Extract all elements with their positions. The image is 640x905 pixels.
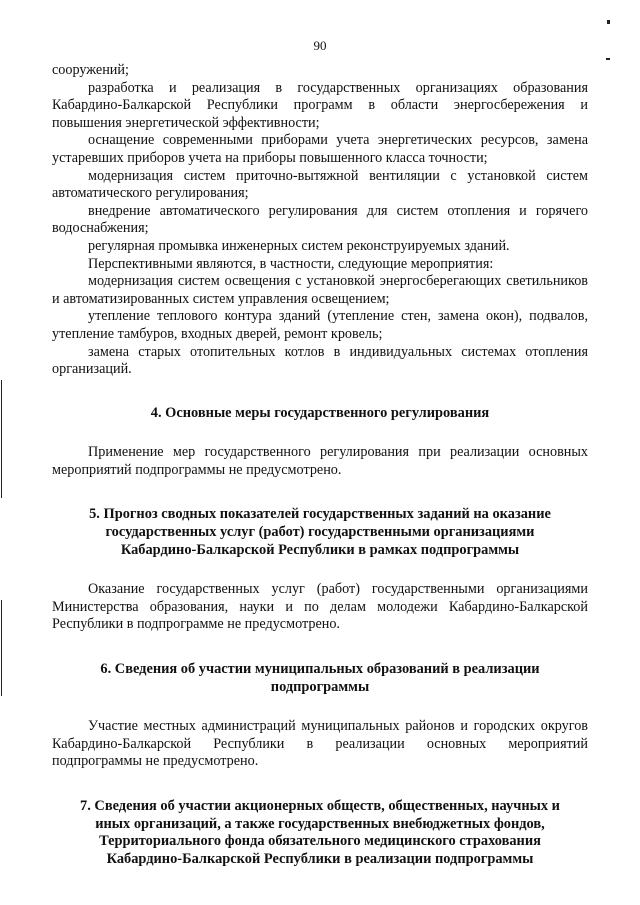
list-item: разработка и реализация в государственных организациях образования Кабардино-Балкарской Республики программ в области энергосбережения и повышения энергетической эффективности; — [52, 79, 588, 131]
section-heading: 4. Основные меры государственного регулирования — [150, 404, 490, 421]
list-item: оснащение современными приборами учета энергетических ресурсов, замена устаревших приборов учета на приборы повышенного класса точности; — [52, 132, 588, 166]
scan-line-left-bottom — [1, 600, 2, 696]
section-6 — [52, 661, 588, 771]
scan-mark-top-right — [607, 20, 610, 24]
section-body: Участие местных администраций муниципальных районов и городских округов Кабардино-Балкарской Республики в реализации основных мероприятий подпрограммы не предусмотрено. — [52, 718, 588, 770]
section-7 — [52, 798, 588, 868]
scan-line-left-top — [1, 380, 2, 498]
list-item: утепление теплового контура зданий (утепление стен, замена окон), подвалов, утепление тамбуров, входных дверей, ремонт кровель; — [52, 308, 588, 342]
list-item: внедрение автоматического регулирования для систем отопления и горячего водоснабжения; — [52, 202, 588, 237]
list-item: замена старых отопительных котлов в индивидуальных системах отопления организаций. — [52, 343, 588, 378]
section-heading: 5. Прогноз сводных показателей государственных заданий на оказание государственных услуг (работ) государственными организациями Кабардино-Балкарской Республики в рамках подпрограммы — [89, 506, 551, 558]
section-4 — [52, 405, 588, 480]
section-heading: 6. Сведения об участии муниципальных образований в реализации подпрограммы — [100, 661, 540, 695]
section-body: Применение мер государственного регулирования при реализации основных мероприятий подпрограммы не предусмотрено. — [52, 444, 588, 478]
intro-list — [52, 62, 588, 379]
list-item: регулярная промывка инженерных систем реконструируемых зданий. — [88, 237, 510, 254]
list-item: сооружений; — [52, 62, 129, 78]
page-number: 90 — [313, 38, 327, 53]
list-item: модернизация систем приточно-вытяжной вентиляции с установкой систем автоматического регулирования; — [52, 167, 588, 202]
list-item: модернизация систем освещения с установкой энергосберегающих светильников и автоматизированных систем управления освещением; — [52, 273, 588, 307]
section-body: Оказание государственных услуг (работ) государственными организациями Министерства образования, науки и по делам молодежи Кабардино-Балкарской Республики в подпрограмме не предусмотрено. — [52, 581, 588, 633]
scan-mark-right — [606, 58, 610, 60]
section-heading: 7. Сведения об участии акционерных обществ, общественных, научных и иных организаций, а также государственных внебюджетных фондов, Территориального фонда обязательного медицинского страхования Кабардино-Балкарской Республики в реализации подпрограммы — [80, 798, 560, 867]
page-content — [52, 62, 588, 868]
section-5 — [52, 506, 588, 634]
list-item: Перспективными являются, в частности, следующие мероприятия: — [88, 255, 494, 272]
